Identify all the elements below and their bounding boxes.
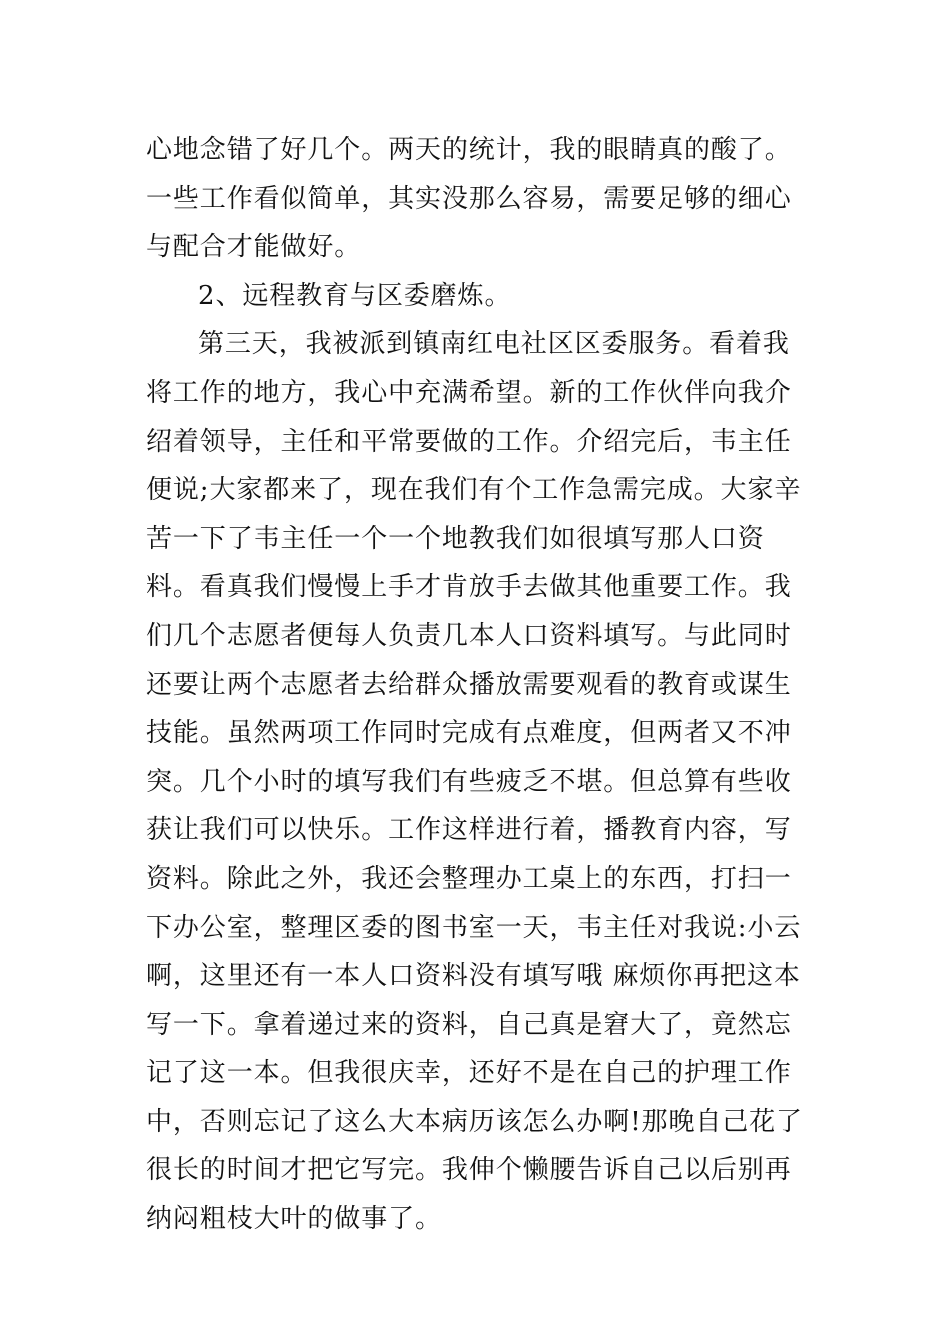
paragraph-continuation: 心地念错了好几个。两天的统计，我的眼睛真的酸了。一些工作看似简单，其实没那么容易，需要足够的细心与配合才能做好。	[146, 135, 792, 263]
paragraph-body: 第三天，我被派到镇南红电社区区委服务。看着我将工作的地方，我心中充满希望。新的工作伙伴向我介绍着领导，主任和平常要做的工作。介绍完后，韦主任便说;大家都来了，现在我们有个工作急需完成。大家辛苦一下了韦主任一个一个地教我们如很填写那人口资料。看真我们慢慢上手才肯放手去做其他重要工作。我们几个志愿者便每人负责几本人口资料填写。与此同时还要让两个志愿者去给群众播放需要观看的教育或谋生技能。虽然两项工作同时完成有点难度，但两者又不冲突。几个小时的填写我们有些疲乏不堪。但总算有些收获让我们可以快乐。工作这样进行着，播教育内容，写资料。除此之外，我还会整理办工桌上的东西，打扫一下办公室，整理区委的图书室一天，韦主任对我说:小云啊，这里还有一本人口资料没有填写哦 麻烦你再把这本写一下。拿着递过来的资料，自己真是窘大了，竟然忘记了这一本。但我很庆幸，还好不是在自己的护理工作中，否则忘记了这么大本病历该怎么办啊!那晚自己花了很长的时间才把它写完。我伸个懒腰告诉自己以后别再纳闷粗枝大叶的做事了。	[146, 329, 803, 1235]
document-body	[146, 126, 810, 1244]
section-heading: 2、远程教育与区委磨炼。	[198, 280, 512, 311]
